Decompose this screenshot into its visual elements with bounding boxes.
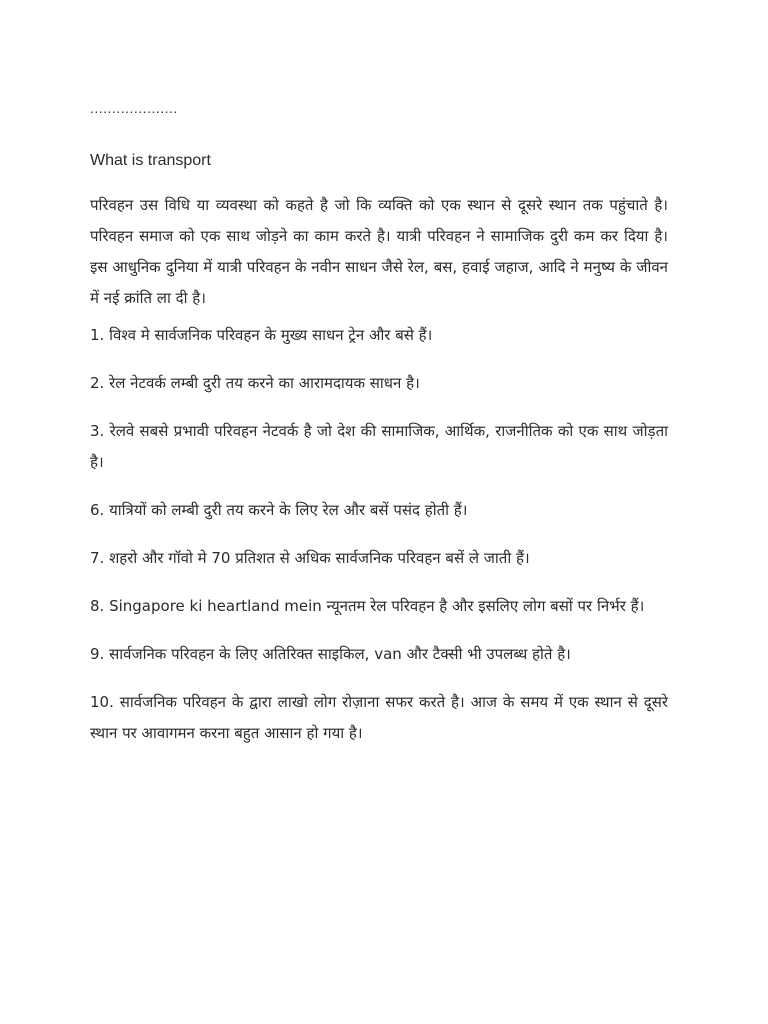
list-item-1: 1. विश्व मे सार्वजनिक परिवहन के मुख्य साधन ट्रेन और बसे हैं।	[90, 326, 433, 344]
list-item-9: 9. सार्वजनिक परिवहन के लिए अतिरिक्त साइकिल, van और टैक्सी भी उपलब्ध होते है।	[90, 645, 571, 663]
list-item-6: 6. यात्रियों को लम्बी दुरी तय करने के लिए रेल और बसें पसंद होती हैं।	[90, 501, 468, 519]
section-heading: What is transport	[90, 152, 211, 169]
list-item-2: 2. रेल नेटवर्क लम्बी दुरी तय करने का आरामदायक साधन है।	[90, 374, 420, 392]
list-item-8: 8. Singapore ki heartland mein न्यूनतम रेल परिवहन है और इसलिए लोग बसों पर निर्भर हैं।	[90, 597, 645, 615]
list-item-7: 7. शहरो और गॉवो मे 70 प्रतिशत से अधिक सार्वजनिक परिवहन बसें ले जाती हैं।	[90, 549, 530, 567]
list-item-3: 3. रेलवे सबसे प्रभावी परिवहन नेटवर्क है जो देश की सामाजिक, आर्थिक, राजनीतिक को एक साथ जोड़ता है।	[90, 422, 668, 471]
intro-paragraph: परिवहन उस विधि या व्यवस्था को कहते है जो कि व्यक्ति को एक स्थान से दूसरे स्थान तक पहुंचाते है। परिवहन समाज को एक साथ जोड़ने का काम करते है। यात्री परिवहन ने सामाजिक दुरी कम कर दिया है। इस आधुनिक दुनिया में यात्री परिवहन के नवीन साधन जैसे रेल, बस, हवाई जहाज, आदि ने मनुष्य के जीवन में नई क्रांति ला दी है।	[90, 196, 668, 307]
list-item-10: 10. सार्वजनिक परिवहन के द्वारा लाखो लोग रोज़ाना सफर करते है। आज के समय में एक स्थान से दूसरे स्थान पर आवागमन करना बहुत आसान हो गया है।	[90, 693, 668, 742]
dotted-separator: ....................	[90, 100, 178, 116]
